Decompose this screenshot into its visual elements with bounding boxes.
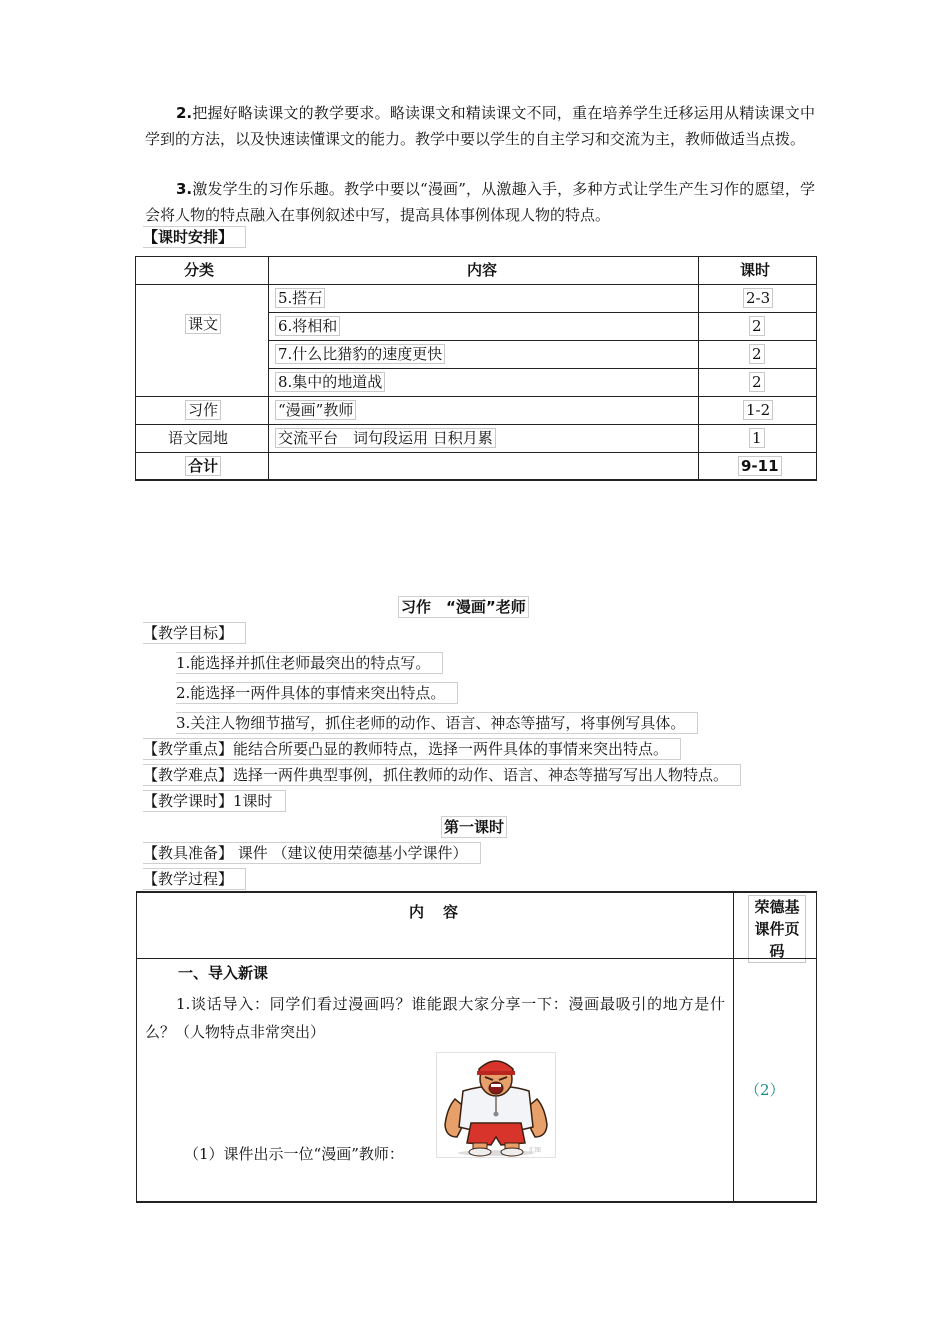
- schedule-group-kewen: 课文: [185, 314, 221, 334]
- schedule-header-hours-text: 课时: [740, 261, 771, 279]
- intro-paragraph-2: 2.把握好略读课文的教学要求。略读课文和精读课文不同，重在培养学生迁移运用从精读课文中学到的方法，以及快速读懂课文的能力。教学中要以学生的自主学习和交流为主，教师做适当点拨。: [145, 104, 815, 148]
- process-header-page: 荣德基课件页码: [748, 895, 806, 963]
- schedule-total-hours: 9-11: [738, 456, 782, 476]
- goal-item: 1.能选择并抓住老师最突出的特点写。: [176, 652, 443, 674]
- table-row: [268, 452, 699, 481]
- schedule-row-content: 6.将相和: [275, 316, 340, 336]
- difficulty-line: 【教学难点】选择一两件典型事例，抓住教师的动作、语言、神态等描写写出人物特点。: [143, 764, 741, 786]
- schedule-group-cell: [135, 284, 269, 397]
- schedule-heading: 【课时安排】: [143, 226, 246, 248]
- schedule-xizuo-hours: 1-2: [743, 400, 773, 420]
- tools-line: 【教具准备】 课件 （建议使用荣德基小学课件）: [143, 842, 481, 864]
- svg-text:汇图: 汇图: [529, 1147, 542, 1154]
- schedule-row-hours: 2: [749, 316, 765, 336]
- schedule-row-content: 5.搭石: [275, 288, 325, 308]
- process-heading: 【教学过程】: [143, 868, 246, 890]
- courseware-line: （1）课件出示一位“漫画”教师：: [184, 1145, 404, 1163]
- goal-item: 2.能选择一两件具体的事情来突出特点。: [176, 682, 458, 704]
- lesson-title: 习作 “漫画”老师: [398, 596, 529, 618]
- section-paragraph: 1.谈话导入：同学们看过漫画吗？谁能跟大家分享一下：漫画最吸引的地方是什么？（人物特点非常突出）: [145, 995, 725, 1041]
- schedule-yuanwen-content: 交流平台 词句段运用 日积月累: [275, 428, 496, 448]
- schedule-yuanwen-hours: 1: [749, 428, 765, 448]
- schedule-total-category: 合计: [185, 456, 221, 476]
- process-header-content: 内 容: [409, 903, 461, 921]
- cartoon-teacher-image: [436, 1052, 556, 1158]
- class-hours-line: 【教学课时】1课时: [143, 790, 286, 812]
- schedule-yuanwen-category: 语文园地: [168, 429, 229, 447]
- table-row: [268, 284, 699, 313]
- section-title: 一、导入新课: [178, 964, 269, 982]
- goals-heading: 【教学目标】: [143, 622, 246, 644]
- schedule-row-hours: 2-3: [743, 288, 773, 308]
- schedule-header-content-text: 内容: [467, 261, 498, 279]
- session-title: 第一课时: [441, 816, 507, 838]
- key-point-line: 【教学重点】能结合所要凸显的教师特点，选择一两件具体的事情来突出特点。: [143, 738, 681, 760]
- schedule-row-hours: 2: [749, 344, 765, 364]
- schedule-row-hours: 2: [749, 372, 765, 392]
- schedule-xizuo-content: “漫画”教师: [275, 400, 356, 420]
- schedule-xizuo-category: 习作: [185, 400, 221, 420]
- schedule-row-content: 8.集中的地道战: [275, 372, 385, 392]
- goal-item: 3.关注人物细节描写，抓住老师的动作、语言、神态等描写，将事例写具体。: [176, 712, 698, 734]
- intro-paragraph-3: 3.激发学生的习作乐趣。教学中要以“漫画”，从激趣入手，多种方式让学生产生习作的愿望，学会将人物的特点融入在事例叙述中写，提高具体事例体现人物的特点。: [145, 180, 815, 224]
- page-reference: （2）: [745, 1081, 785, 1099]
- schedule-row-content: 7.什么比猎豹的速度更快: [275, 344, 445, 364]
- schedule-header-category-text: 分类: [184, 261, 215, 279]
